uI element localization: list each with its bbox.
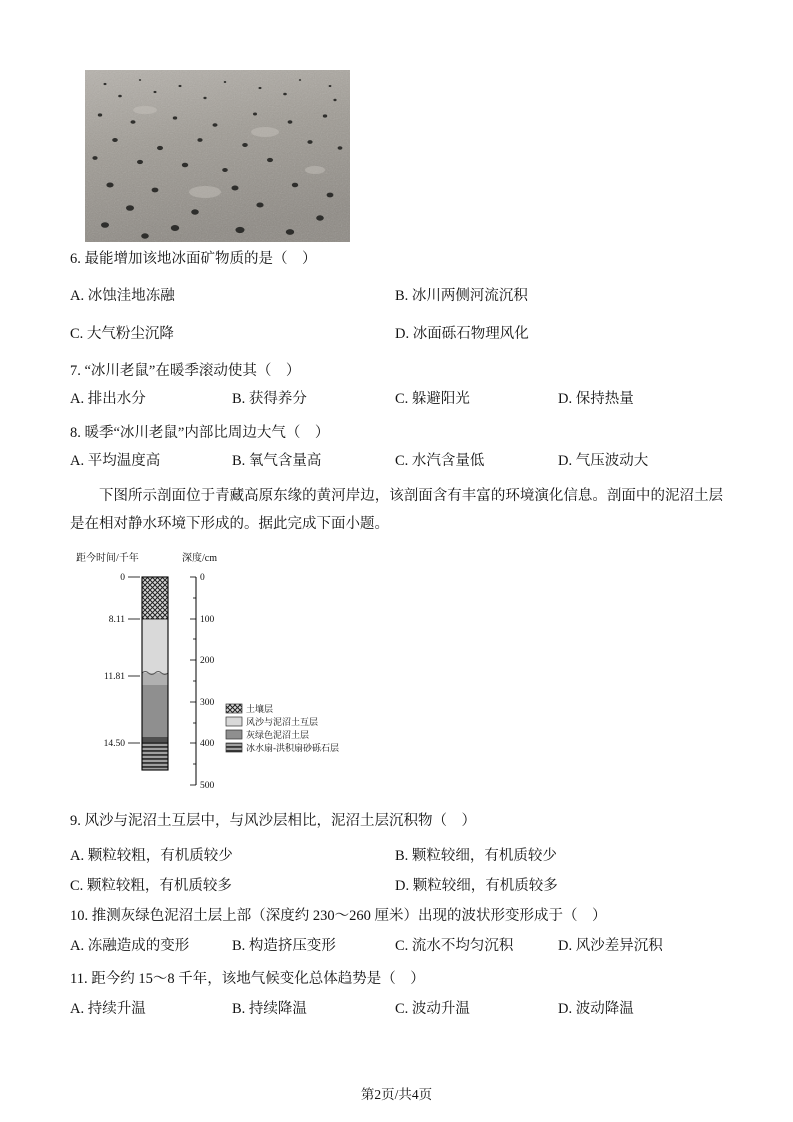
option-8d: D. 气压波动大	[558, 453, 649, 469]
option-11a: A. 持续升温	[70, 1001, 146, 1017]
depth-tick-2: 200	[200, 656, 215, 666]
option-7d: D. 保持热量	[558, 391, 634, 407]
question-7-stem: 7. “冰川老鼠”在暖季滚动使其（ ）	[70, 363, 301, 379]
legend-label-soil: 土壤层	[246, 704, 274, 714]
option-6b: B. 冰川两侧河流沉积	[395, 288, 528, 304]
question-6-options-row-2	[70, 325, 723, 345]
option-11d: D. 波动降温	[558, 1001, 634, 1017]
depth-axis-label: 深度/cm	[182, 553, 217, 564]
option-9d: D. 颗粒较细，有机质较多	[395, 878, 558, 894]
depth-tick-4: 400	[200, 739, 215, 749]
question-7-options	[70, 390, 723, 410]
stratigraphic-column-diagram	[70, 545, 350, 795]
option-11b: B. 持续降温	[232, 1001, 307, 1017]
time-axis-label: 距今时间/千年	[76, 553, 139, 564]
time-tick-2: 11.81	[103, 672, 125, 682]
legend-label-gravel: 冰水扇-洪积扇砂砾石层	[246, 743, 339, 753]
page-number-footer: 第2页/共4页	[360, 1087, 433, 1102]
option-9c: C. 颗粒较粗，有机质较多	[70, 878, 232, 894]
question-11-stem: 11. 距今约 15～8 千年，该地气候变化总体趋势是（ ）	[70, 971, 425, 987]
option-11c: C. 波动升温	[395, 1001, 470, 1017]
option-10b: B. 构造挤压变形	[232, 938, 336, 954]
glacier-photo-image	[85, 70, 350, 242]
question-9-stem: 9. 风沙与泥沼土互层中，与风沙层相比，泥沼土层沉积物（ ）	[70, 813, 476, 829]
glacier-surface-photo	[85, 70, 350, 242]
depth-tick-0: 0	[200, 573, 205, 583]
option-7c: C. 躲避阳光	[395, 391, 470, 407]
option-6d: D. 冰面砾石物理风化	[395, 326, 529, 342]
legend-label-interbedded: 风沙与泥沼土互层	[246, 717, 319, 727]
question-11-options	[70, 1000, 723, 1020]
option-9b: B. 颗粒较细，有机质较少	[395, 848, 557, 864]
option-6a: A. 冰蚀洼地冻融	[70, 288, 175, 304]
option-9a: A. 颗粒较粗，有机质较少	[70, 848, 233, 864]
depth-tick-3: 300	[200, 698, 215, 708]
option-10c: C. 流水不均匀沉积	[395, 938, 514, 954]
passage-text: 下图所示剖面位于青藏高原东缘的黄河岸边，该剖面含有丰富的环境演化信息。剖面中的泥沼土层是在相对静水环境下形成的。据此完成下面小题。	[70, 488, 723, 532]
legend-label-graygreen: 灰绿色泥沼土层	[246, 730, 310, 740]
time-tick-3: 14.50	[103, 739, 125, 749]
depth-tick-1: 100	[200, 615, 215, 625]
question-6-options-row-1	[70, 287, 723, 307]
option-10a: A. 冻融造成的变形	[70, 938, 190, 954]
option-10d: D. 风沙差异沉积	[558, 938, 663, 954]
question-6-stem: 6. 最能增加该地冰面矿物质的是（ ）	[70, 251, 317, 267]
question-9-options-row-1	[70, 847, 723, 867]
time-tick-0: 0	[120, 573, 125, 583]
depth-tick-5: 500	[200, 781, 215, 791]
option-6c: C. 大气粉尘沉降	[70, 326, 174, 342]
diagram-legend	[226, 703, 339, 753]
question-10-stem: 10. 推测灰绿色泥沼土层上部（深度约 230～260 厘米）出现的波状形变形成于（ ）	[70, 908, 607, 924]
question-8-options	[70, 452, 723, 472]
depth-axis	[190, 573, 215, 791]
option-7b: B. 获得养分	[232, 391, 307, 407]
option-8b: B. 氧气含量高	[232, 453, 322, 469]
option-8a: A. 平均温度高	[70, 453, 161, 469]
question-10-options	[70, 937, 723, 957]
option-7a: A. 排出水分	[70, 391, 146, 407]
option-8c: C. 水汽含量低	[395, 453, 485, 469]
time-tick-1: 8.11	[108, 615, 125, 625]
question-9-options-row-2	[70, 877, 723, 897]
strat-diagram-svg	[70, 545, 350, 795]
question-8-stem: 8. 暖季“冰川老鼠”内部比周边大气（ ）	[70, 425, 330, 441]
strat-column	[142, 577, 168, 770]
